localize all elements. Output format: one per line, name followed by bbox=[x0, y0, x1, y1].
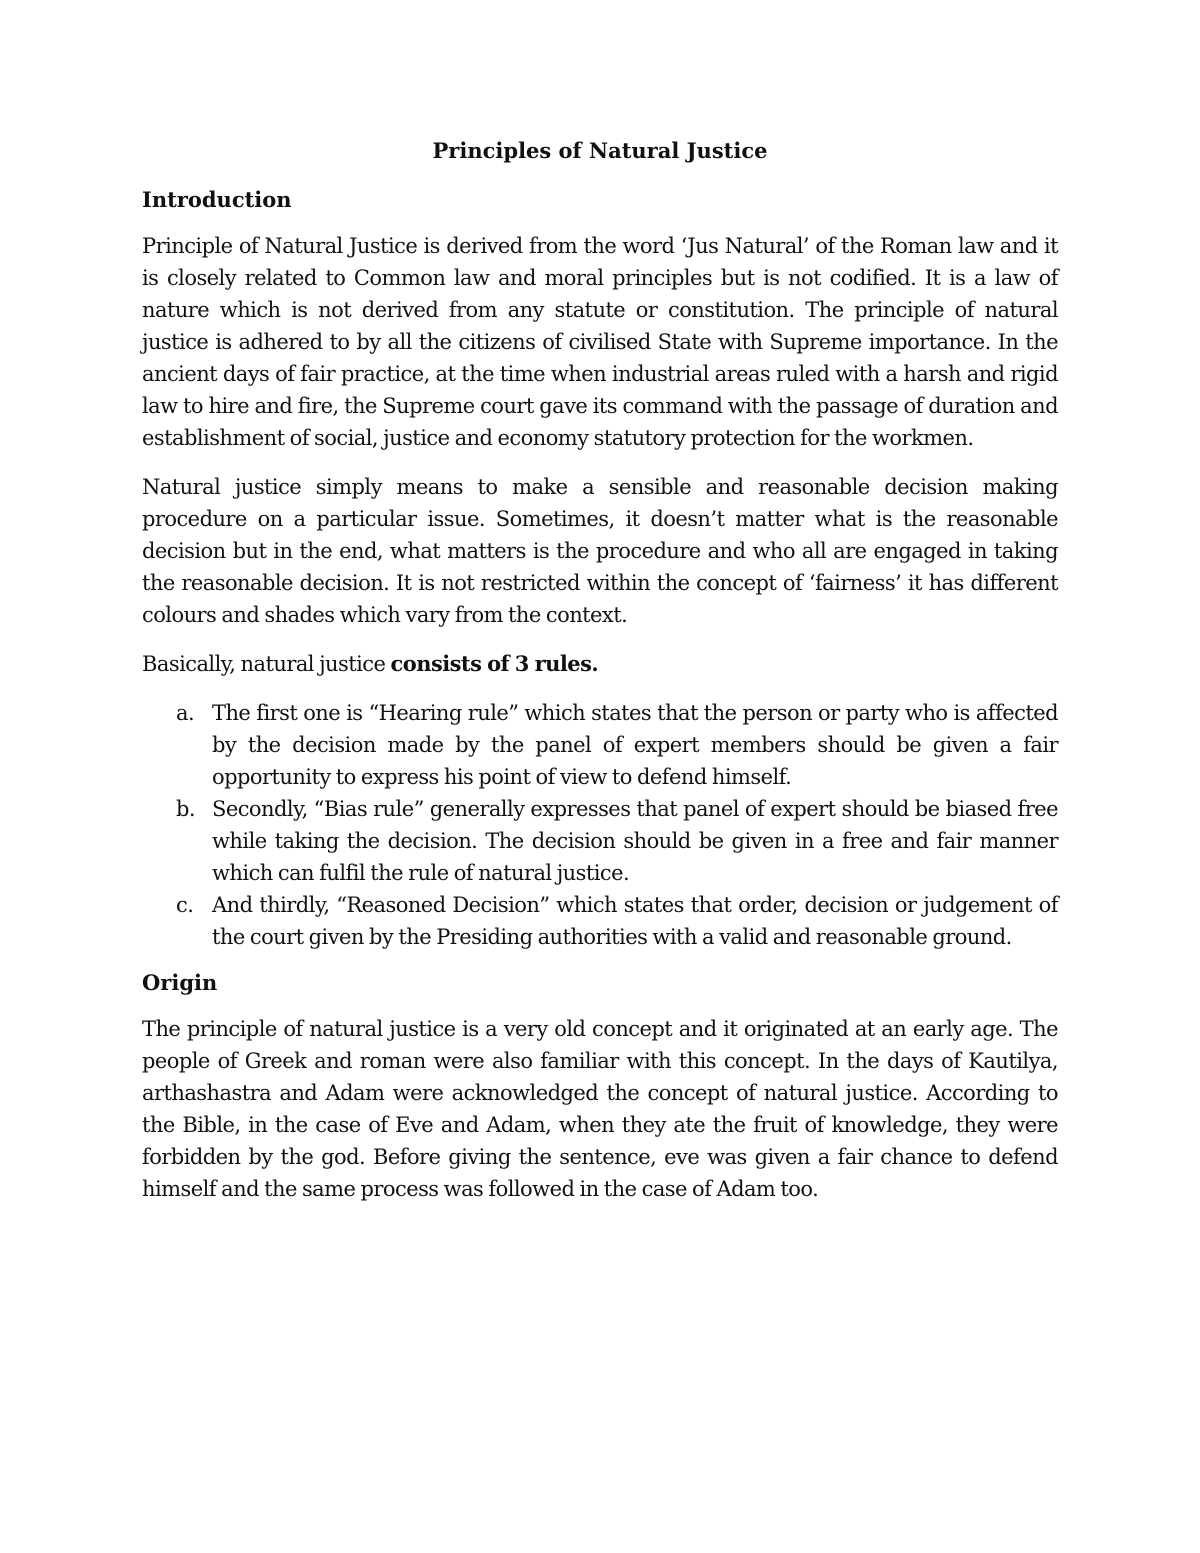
rules-intro-text: Basically, natural justice bbox=[142, 652, 391, 676]
rule-item-reasoned-decision bbox=[142, 889, 1058, 953]
intro-paragraph-2: Natural justice simply means to make a sensible and reasonable decision making procedure on a particular issue. Sometimes, it doesn’t matter what is the reasonable decision but in the end, what matters is the procedure and who all are engaged in taking the reasonable decision. It is not restricted within the concept of ‘fairness’ it has different colours and shades which vary from the context. bbox=[142, 475, 1058, 627]
section-heading-introduction: Introduction bbox=[142, 187, 292, 212]
origin-section bbox=[142, 967, 1058, 1205]
document-page bbox=[142, 132, 1058, 1222]
rule-item-hearing bbox=[142, 697, 1058, 793]
origin-paragraph-1: The principle of natural justice is a very old concept and it originated at an early age. The people of Greek and roman were also familiar with this concept. In the days of Kautilya, arthashastra and Adam were acknowledged the concept of natural justice. According to the Bible, in the case of Eve and Adam, when they ate the fruit of knowledge, they were forbidden by the god. Before giving the sentence, eve was given a fair chance to defend himself and the same process was followed in the case of Adam too. bbox=[142, 1017, 1058, 1201]
rules-intro-bold: consists of 3 rules. bbox=[390, 651, 599, 676]
rule-text: And thirdly, “Reasoned Decision” which states that order, decision or judgement of the court given by the Presiding authorities with a valid and reasonable ground. bbox=[212, 893, 1058, 949]
rules-intro-paragraph bbox=[142, 648, 1058, 680]
rules-list bbox=[142, 697, 1058, 953]
rule-text: Secondly, “Bias rule” generally expresses that panel of expert should be biased free while taking the decision. The decision should be given in a free and fair manner which can fulfil the rule of natural justice. bbox=[212, 797, 1058, 885]
document-title: Principles of Natural Justice bbox=[432, 138, 768, 163]
rule-text: The first one is “Hearing rule” which states that the person or party who is affected by the decision made by the panel of expert members should be given a fair opportunity to express his point of view to defend himself. bbox=[212, 701, 1058, 789]
introduction-section bbox=[142, 184, 1058, 953]
section-heading-origin: Origin bbox=[142, 970, 218, 995]
rule-marker: c. bbox=[176, 893, 194, 917]
rule-marker: b. bbox=[176, 797, 196, 821]
rule-item-bias bbox=[142, 793, 1058, 889]
intro-paragraph-1: Principle of Natural Justice is derived from the word ‘Jus Natural’ of the Roman law and it is closely related to Common law and moral principles but is not codified. It is a law of nature which is not derived from any statute or constitution. The principle of natural justice is adhered to by all the citizens of civilised State with Supreme importance. In the ancient days of fair practice, at the time when industrial areas ruled with a harsh and rigid law to hire and fire, the Supreme court gave its command with the passage of duration and establishment of social, justice and economy statutory protection for the workmen. bbox=[142, 234, 1058, 450]
rule-marker: a. bbox=[176, 701, 195, 725]
